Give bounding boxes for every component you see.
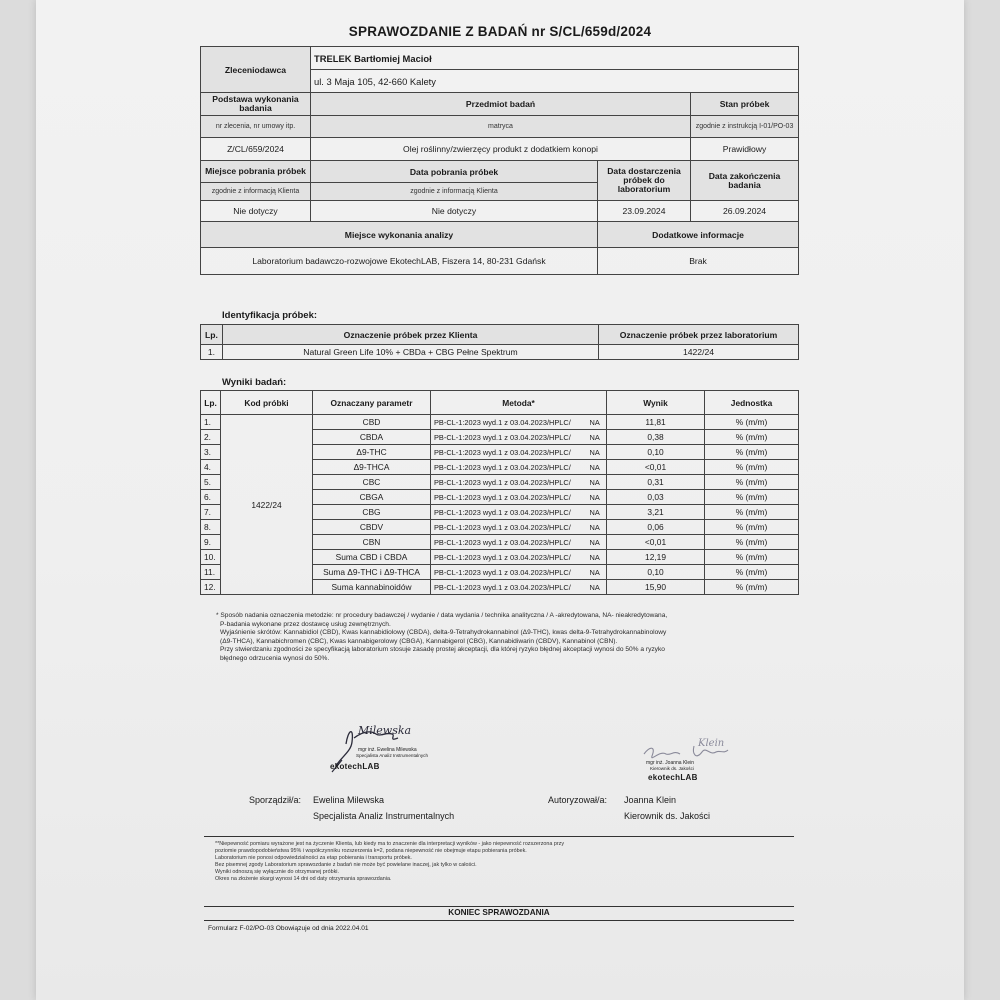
footer-note: poziomie prawdopodobieństwa 95% i współczynniku rozszerzenia k=2, podana niepewność nie obejmuje etapu pobierania próbek.: [215, 847, 527, 854]
row-method: PB-CL-1:2023 wyd.1 z 03.04.2023/HPLC/: [431, 535, 587, 550]
footer-end-divider-bottom: [204, 920, 794, 921]
row-method: PB-CL-1:2023 wyd.1 z 03.04.2023/HPLC/: [431, 475, 587, 490]
client-label: Zleceniodawca: [201, 47, 311, 93]
row-method: PB-CL-1:2023 wyd.1 z 03.04.2023/HPLC/: [431, 580, 587, 595]
row-accreditation: NA: [587, 520, 607, 535]
header-table: [200, 46, 799, 275]
row-method: PB-CL-1:2023 wyd.1 z 03.04.2023/HPLC/: [431, 520, 587, 535]
id-row-client: Natural Green Life 10% + CBDa + CBG Pełne Spektrum: [223, 345, 599, 360]
subject-label: Przedmiot badań: [311, 93, 691, 116]
res-col-code: Kod próbki: [221, 391, 313, 415]
row-param: CBD: [313, 415, 431, 430]
row-method: PB-CL-1:2023 wyd.1 z 03.04.2023/HPLC/: [431, 445, 587, 460]
row-param: CBC: [313, 475, 431, 490]
end-text: KONIEC SPRAWOZDANIA: [448, 908, 550, 917]
row-accreditation: NA: [587, 565, 607, 580]
row-method: PB-CL-1:2023 wyd.1 z 03.04.2023/HPLC/: [431, 430, 587, 445]
row-lp: 2.: [201, 430, 221, 445]
abbrev-2: (Δ9-THCA), Kannabichromen (CBC), Kwas kannabigerolowy (CBGA), Kannabigerol (CBG), Kannabidiwarin (CBDV), Kannabinol (CBN).: [220, 637, 618, 645]
row-accreditation: NA: [587, 580, 607, 595]
prepared-label: Sporządził/a:: [249, 795, 302, 805]
row-unit: % (m/m): [705, 505, 799, 520]
abbrev-1: Wyjaśnienie skrótów: Kannabidiol (CBD), Kwas kannabidiolowy (CBDA), delta-9-Tetrahydrokannabinol (Δ9-THC), kwas delta-9-Tetrahydrokannabinolowy: [220, 629, 667, 637]
row-lp: 1.: [201, 415, 221, 430]
row-result: 0,31: [607, 475, 705, 490]
row-result: <0,01: [607, 535, 705, 550]
row-unit: % (m/m): [705, 415, 799, 430]
state-sub: zgodnie z instrukcją I-01/PO-03: [691, 116, 799, 138]
row-param: Suma Δ9-THC i Δ9-THCA: [313, 565, 431, 580]
footer-note: Bez pisemnej zgody Laboratorium sprawozdanie z badań nie może być powielane inaczej, jak tylko w całości.: [215, 861, 477, 868]
basis-value: Z/CL/659/2024: [201, 138, 311, 161]
row-accreditation: NA: [587, 445, 607, 460]
row-param: CBDV: [313, 520, 431, 535]
results-table: [200, 390, 799, 595]
id-row-lab: 1422/24: [599, 345, 799, 360]
row-unit: % (m/m): [705, 520, 799, 535]
lab-place-value: Laboratorium badawczo-rozwojowe EkotechLAB, Fiszera 14, 80-231 Gdańsk: [201, 248, 598, 275]
place-label: Miejsce pobrania próbek: [201, 161, 311, 183]
date-sampling-value: Nie dotyczy: [311, 201, 598, 222]
right-stamp: [636, 740, 746, 786]
row-lp: 4.: [201, 460, 221, 475]
footer-top-divider: [204, 836, 794, 837]
row-accreditation: NA: [587, 490, 607, 505]
row-result: 3,21: [607, 505, 705, 520]
date-sampling-label: Data pobrania próbek: [311, 161, 598, 183]
row-result: 0,03: [607, 490, 705, 505]
decision-1: Przy stwierdzaniu zgodności ze specyfikacją laboratorium stosuje zasadę prostej akceptacji, dla której ryzyko błędnej akceptacji wynosi do 50% a ryzyko: [220, 646, 665, 654]
state-label: Stan próbek: [691, 93, 799, 116]
row-method: PB-CL-1:2023 wyd.1 z 03.04.2023/HPLC/: [431, 460, 587, 475]
identification-table: [200, 324, 799, 360]
id-col-lab: Oznaczenie próbek przez laboratorium: [599, 325, 799, 345]
row-unit: % (m/m): [705, 445, 799, 460]
res-col-lp: Lp.: [201, 391, 221, 415]
authorized-label: Autoryzował/a:: [548, 795, 608, 805]
res-col-result: Wynik: [607, 391, 705, 415]
place-sub: zgodnie z informacją Klienta: [201, 183, 311, 201]
id-col-client: Oznaczenie próbek przez Klienta: [223, 325, 599, 345]
row-unit: % (m/m): [705, 565, 799, 580]
right-stamp-logo: ekotechLAB: [648, 773, 698, 782]
row-param: Suma kannabinoidów: [313, 580, 431, 595]
row-accreditation: NA: [587, 430, 607, 445]
decision-2: błędnego odrzucenia wynosi do 50%.: [220, 654, 330, 662]
row-lp: 10.: [201, 550, 221, 565]
row-method: PB-CL-1:2023 wyd.1 z 03.04.2023/HPLC/: [431, 505, 587, 520]
place-value: Nie dotyczy: [201, 201, 311, 222]
id-row-lp: 1.: [201, 345, 223, 360]
row-method: PB-CL-1:2023 wyd.1 z 03.04.2023/HPLC/: [431, 415, 587, 430]
row-result: 0,10: [607, 445, 705, 460]
row-result: 0,10: [607, 565, 705, 580]
method-note-1: * Sposób nadania oznaczenia metodzie: nr procedury badawczej / wydanie / data wydania / technika analityczna / A -akredytowana, NA- nieakredytowana,: [216, 612, 668, 619]
results-title: Wyniki badań:: [222, 377, 287, 388]
row-unit: % (m/m): [705, 460, 799, 475]
row-unit: % (m/m): [705, 550, 799, 565]
row-lp: 6.: [201, 490, 221, 505]
res-col-method: Metoda*: [431, 391, 607, 415]
footer-end-divider-top: [204, 906, 794, 907]
row-result: 0,38: [607, 430, 705, 445]
row-lp: 3.: [201, 445, 221, 460]
extra-value: Brak: [598, 248, 799, 275]
date-sampling-sub: zgodnie z informacją Klienta: [311, 183, 598, 201]
row-result: 0,06: [607, 520, 705, 535]
footer-notes: [215, 841, 755, 882]
row-unit: % (m/m): [705, 490, 799, 505]
identification-title: Identyfikacja próbek:: [222, 310, 318, 321]
state-value: Prawidłowy: [691, 138, 799, 161]
left-stamp-title: Specjalista Analiz Instrumentalnych: [356, 753, 429, 758]
row-result: 15,90: [607, 580, 705, 595]
row-accreditation: NA: [587, 505, 607, 520]
row-unit: % (m/m): [705, 580, 799, 595]
date-end-value: 26.09.2024: [691, 201, 799, 222]
authorized-name: Joanna Klein: [624, 795, 677, 805]
report-title: SPRAWOZDANIE Z BADAŃ nr S/CL/659d/2024: [348, 24, 652, 39]
row-lp: 12.: [201, 580, 221, 595]
row-param: Suma CBD i CBDA: [313, 550, 431, 565]
extra-label: Dodatkowe informacje: [598, 222, 799, 248]
right-stamp-name: mgr inż. Joanna Klein: [646, 760, 695, 766]
row-method: PB-CL-1:2023 wyd.1 z 03.04.2023/HPLC/: [431, 550, 587, 565]
left-stamp: [318, 722, 438, 778]
lab-place-label: Miejsce wykonania analizy: [201, 222, 598, 248]
row-lp: 5.: [201, 475, 221, 490]
client-name: TRELEK Bartłomiej Macioł: [311, 47, 799, 70]
subject-value: Olej roślinny/zwierzęcy produkt z dodatkiem konopi: [311, 138, 691, 161]
row-result: <0,01: [607, 460, 705, 475]
subject-sub: matryca: [311, 116, 691, 138]
footer-note: Okres na złożenie skargi wynosi 14 dni od daty otrzymania sprawozdania.: [215, 875, 392, 882]
date-delivery-label: Data dostarczenia próbek do laboratorium: [598, 161, 691, 201]
right-signature-text: Klein: [698, 738, 725, 749]
row-param: CBDA: [313, 430, 431, 445]
res-col-unit: Jednostka: [705, 391, 799, 415]
prepared-name: Ewelina Milewska: [313, 795, 385, 805]
id-col-lp: Lp.: [201, 325, 223, 345]
row-lp: 9.: [201, 535, 221, 550]
row-result: 12,19: [607, 550, 705, 565]
sample-code-cell: 1422/24: [221, 415, 313, 595]
date-end-label: Data zakończenia badania: [691, 161, 799, 201]
row-accreditation: NA: [587, 550, 607, 565]
date-delivery-value: 23.09.2024: [598, 201, 691, 222]
res-col-param: Oznaczany parametr: [313, 391, 431, 415]
row-accreditation: NA: [587, 415, 607, 430]
row-result: 11,81: [607, 415, 705, 430]
row-lp: 8.: [201, 520, 221, 535]
row-unit: % (m/m): [705, 430, 799, 445]
row-param: CBG: [313, 505, 431, 520]
client-address: ul. 3 Maja 105, 42-660 Kalety: [311, 70, 799, 93]
row-unit: % (m/m): [705, 475, 799, 490]
authorized-title: Kierownik ds. Jakości: [624, 811, 711, 821]
left-signature-text: Milewska: [358, 724, 412, 737]
prepared-title: Specjalista Analiz Instrumentalnych: [313, 811, 455, 821]
table-row: [201, 415, 799, 430]
basis-label: Podstawa wykonania badania: [201, 93, 311, 116]
footer-note: Laboratorium nie ponosi odpowiedzialności za etap pobierania i transportu próbek.: [215, 854, 412, 861]
row-unit: % (m/m): [705, 535, 799, 550]
row-accreditation: NA: [587, 475, 607, 490]
row-param: CBGA: [313, 490, 431, 505]
method-note-2: P-badania wykonane przez dostawcę usług zewnętrznych.: [220, 620, 391, 628]
row-param: CBN: [313, 535, 431, 550]
row-accreditation: NA: [587, 460, 607, 475]
form-text: Formularz F-02/PO-03 Obowiązuje od dnia 2022.04.01: [208, 925, 369, 932]
row-param: Δ9-THC: [313, 445, 431, 460]
row-method: PB-CL-1:2023 wyd.1 z 03.04.2023/HPLC/: [431, 490, 587, 505]
left-stamp-logo: ekotechLAB: [330, 762, 380, 771]
right-stamp-title: Kierownik ds. Jakości: [650, 766, 694, 771]
left-stamp-name: mgr inż. Ewelina Milewska: [358, 747, 417, 753]
row-lp: 11.: [201, 565, 221, 580]
footer-note: Wyniki odnoszą się wyłącznie do otrzymanej próbki.: [215, 868, 339, 875]
row-method: PB-CL-1:2023 wyd.1 z 03.04.2023/HPLC/: [431, 565, 587, 580]
row-param: Δ9-THCA: [313, 460, 431, 475]
row-accreditation: NA: [587, 535, 607, 550]
row-lp: 7.: [201, 505, 221, 520]
basis-sub: nr zlecenia, nr umowy itp.: [201, 116, 311, 138]
notes-block: [216, 612, 806, 664]
footer-note: **Niepewność pomiaru wyrażone jest na życzenie Klienta, lub kiedy ma to znaczenie dla interpretacji wyników - jako niepewność rozszerzona przy: [215, 841, 565, 847]
